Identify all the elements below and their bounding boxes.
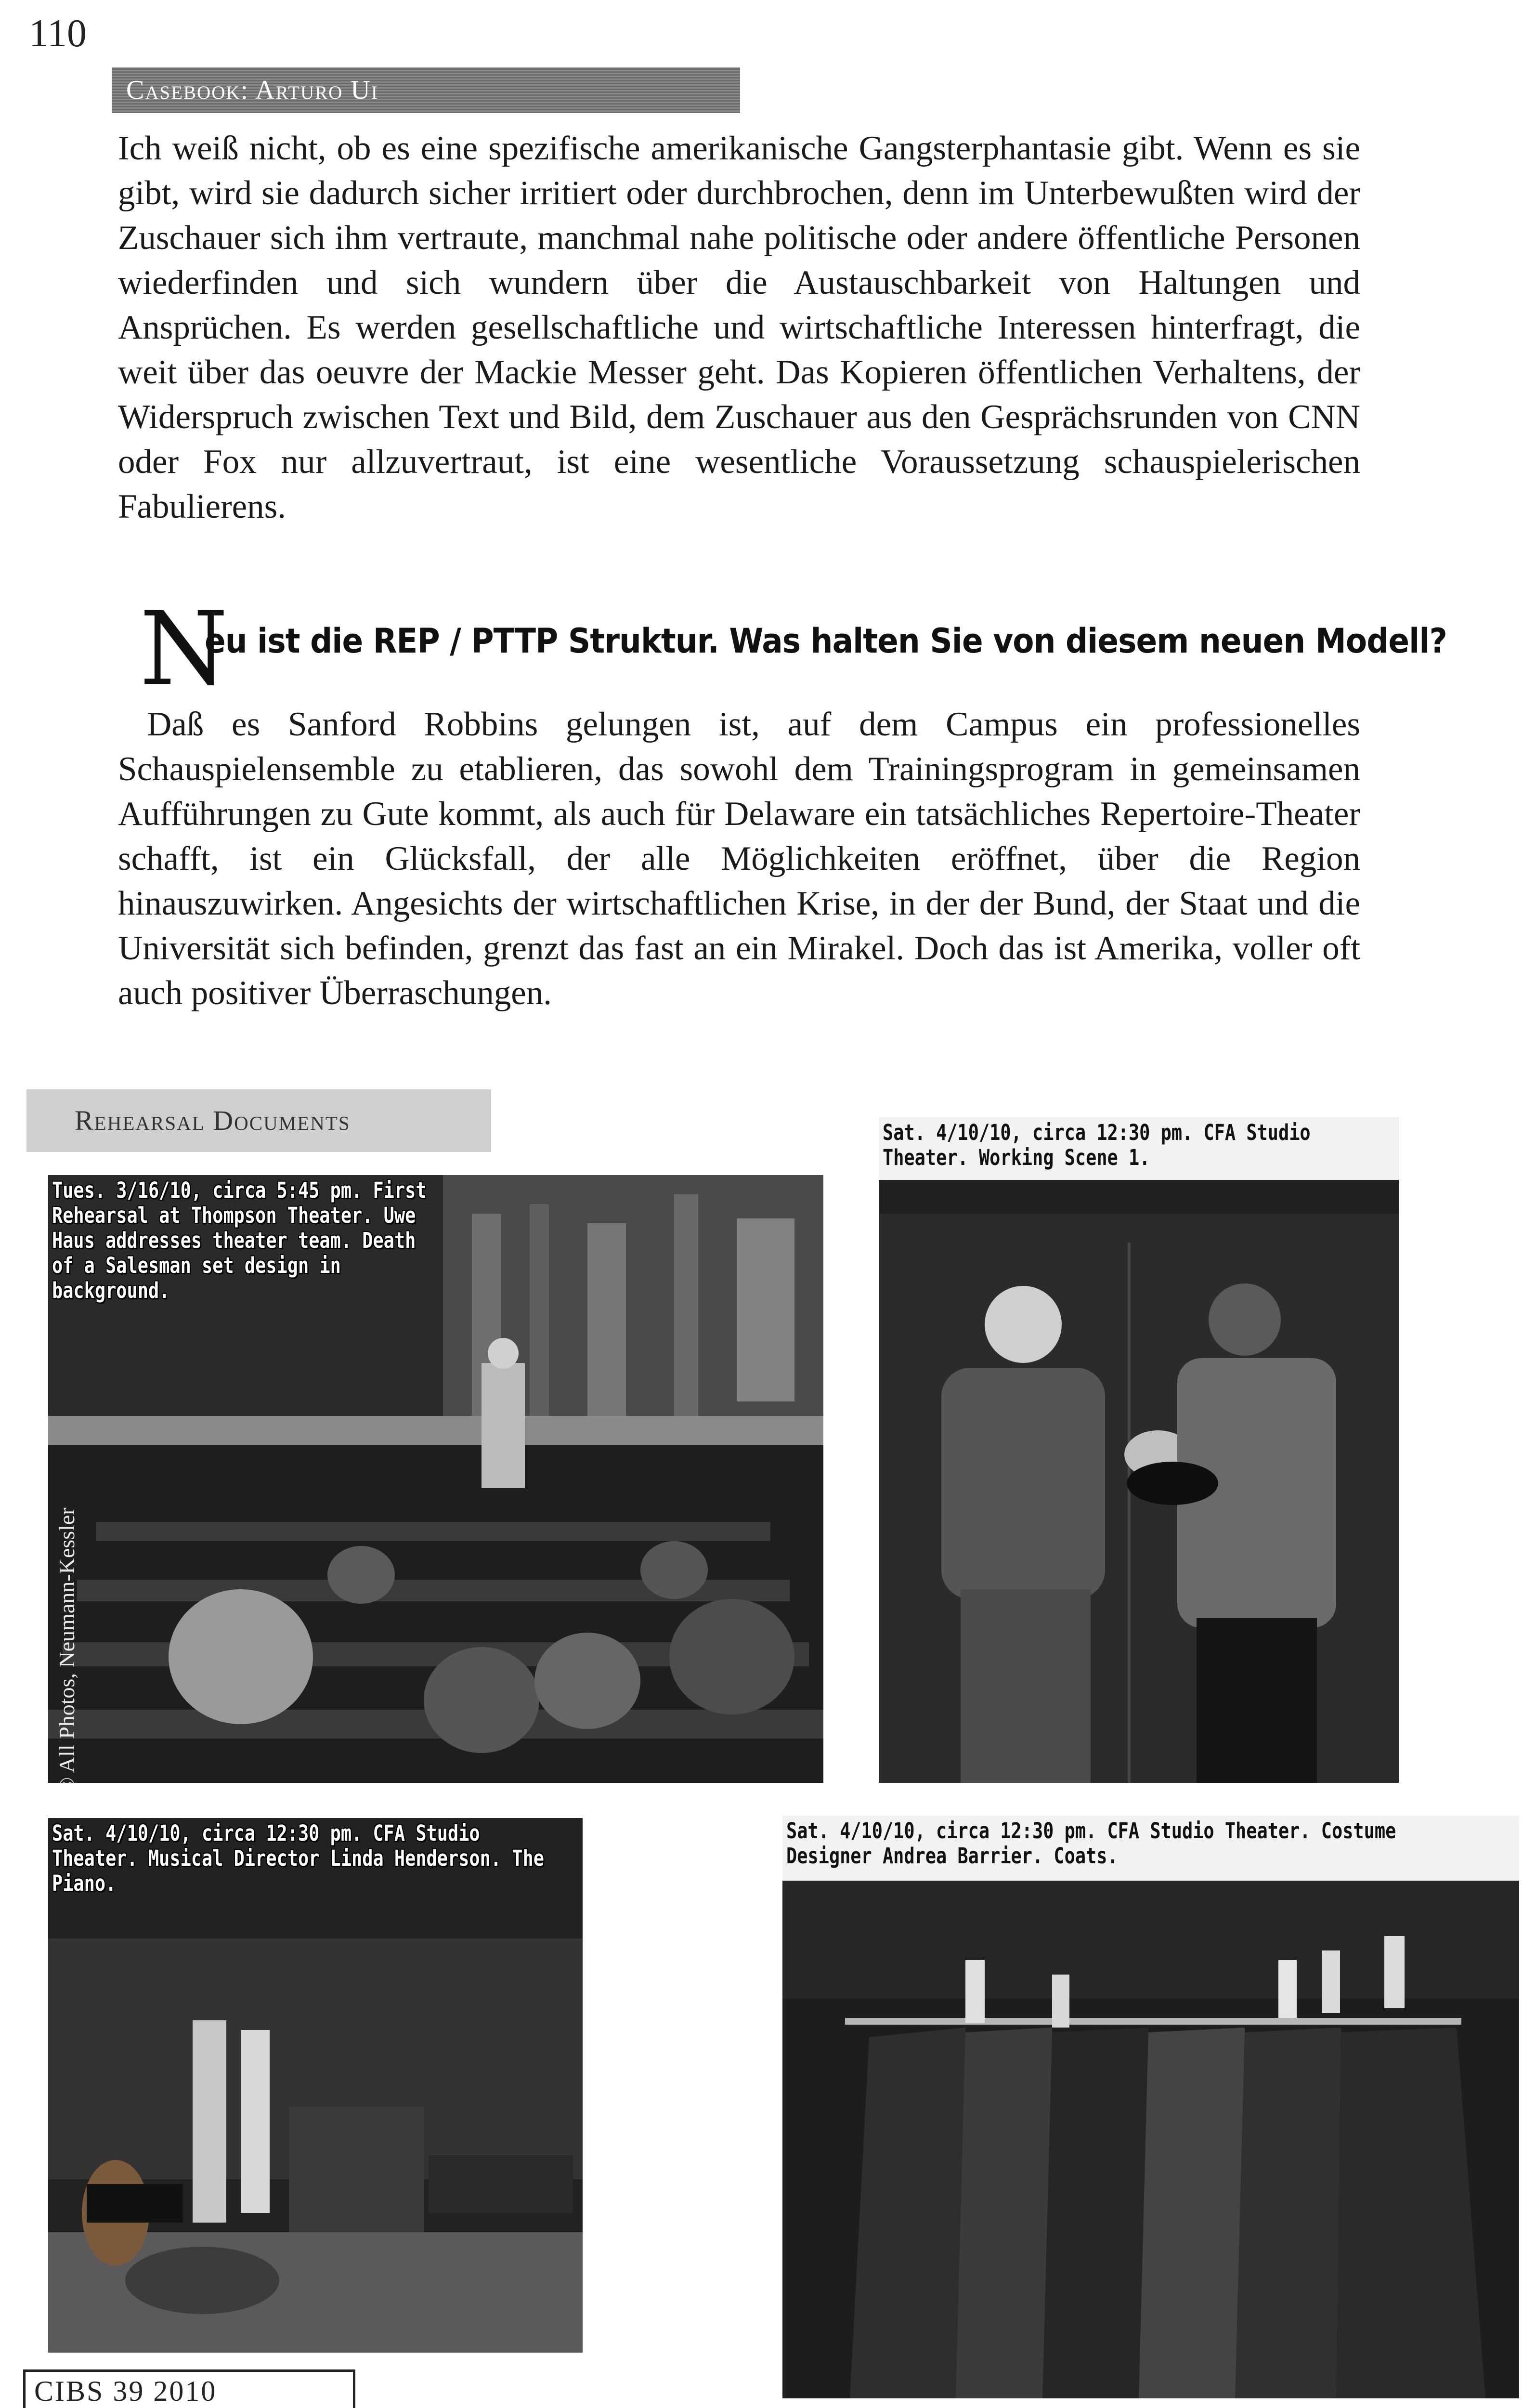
body-paragraph-2: Daß es Sanford Robbins gelungen ist, auf dem Campus ein professionelles Schauspielensemble zu etablieren, das sowohl dem Trainingsprogram in gemeinsamen Aufführungen zu Gute kommt, als auch für Delaware ein tatsächliches Repertoire-Theater schafft, ist ein Glücksfall, der alle Möglichkeiten eröffnet, über die Region hinauszuwirken. Angesichts der wirtschaftlichen Krise, in der der Bund, der Staat und die Universität sich befinden, grenzt das fast an ein Mirakel. Doch das ist Amerika, voller oft auch positiver Überraschungen. <box>118 706 1360 1012</box>
photo-working-scene-caption: Sat. 4/10/10, circa 12:30 pm. CFA Studio Theater. Working Scene 1. <box>883 1120 1311 1170</box>
section-header: Casebook: Arturo Ui <box>112 67 740 113</box>
photo-coats-caption: Sat. 4/10/10, circa 12:30 pm. CFA Studio Theater. Costume Designer Andrea Barrier. Coats. <box>786 1818 1396 1869</box>
journal-footer: CIBS 39 2010 <box>23 2369 355 2408</box>
photo-piano-image <box>48 1818 583 2353</box>
photo-working-scene-image <box>879 1117 1399 1783</box>
rehearsal-documents-header: Rehearsal Documents <box>26 1089 491 1152</box>
photo-first-rehearsal-caption: Tues. 3/16/10, circa 5:45 pm. First Rehearsal at Thompson Theater. Uwe Haus addresses theater team. Death of a Salesman set design in background. <box>52 1178 427 1303</box>
photo-piano-caption: Sat. 4/10/10, circa 12:30 pm. CFA Studio Theater. Musical Director Linda Henderson. The Piano. <box>52 1820 544 1896</box>
photo-working-scene <box>879 1117 1399 1783</box>
page-number: 110 <box>29 11 87 55</box>
question-text: eu ist die REP / PTTP Struktur. Was halten Sie von diesem neuen Modell? <box>205 621 1447 661</box>
photo-coats <box>782 1816 1519 2398</box>
photo-credit: © All Photos, Neumann-Kessler <box>54 1507 79 1794</box>
photo-coats-image <box>782 1816 1519 2398</box>
photo-first-rehearsal <box>48 1175 823 1783</box>
question-dropcap: N <box>140 590 228 708</box>
photo-piano <box>48 1818 583 2353</box>
body-paragraph-1: Ich weiß nicht, ob es eine spezifische amerikanische Gangsterphantasie gibt. Wenn es sie gibt, wird sie dadurch sicher irritiert oder durchbrochen, denn im Unterbewußten wird der Zuschauer sich ihm vertraute, manchmal nahe politische oder andere öffentliche Personen wiederfinden und sich wundern über die Austauschbarkeit von Haltungen und Ansprüchen. Es werden gesellschaftliche und wirtschaftliche Interessen hinterfragt, die weit über das oeuvre der Mackie Messer geht. Das Kopieren öffentlichen Verhaltens, der Widerspruch zwischen Text und Bild, dem Zuschauer aus den Gesprächsrunden von CNN oder Fox nur allzuvertraut, ist eine wesentliche Voraussetzung schauspielerischen Fabulierens. <box>118 130 1360 525</box>
interview-question <box>140 590 1447 708</box>
